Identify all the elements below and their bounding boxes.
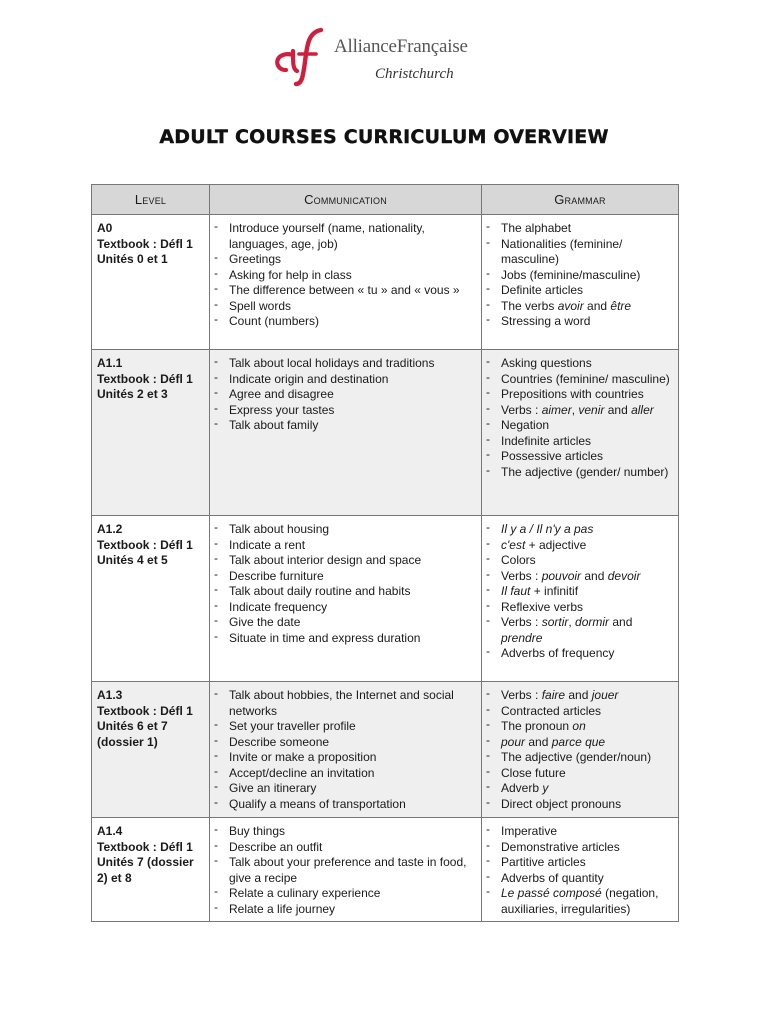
grammar-text: and — [609, 615, 633, 629]
communication-list — [210, 818, 481, 921]
grammar-text: The adjective (gender/ number) — [501, 464, 669, 479]
grammar-italic-term: jouer — [591, 688, 619, 702]
level-detail: Textbook : Défl 1 — [97, 703, 193, 718]
grammar-item — [482, 434, 672, 450]
grammar-item — [482, 719, 672, 735]
grammar-text: Adverbs of frequency — [501, 646, 615, 660]
communication-cell — [210, 516, 482, 682]
grammar-item — [482, 615, 672, 646]
grammar-text: Definite articles — [501, 283, 584, 297]
communication-item: - Set your traveller profile — [210, 719, 475, 735]
grammar-item — [482, 522, 672, 538]
page-title: ADULT COURSES CURRICULUM OVERVIEW — [159, 126, 609, 148]
grammar-text: Direct object pronouns — [501, 796, 622, 811]
table-row — [92, 818, 679, 922]
level-code: A0 — [97, 221, 113, 235]
communication-item: - Agree and disagree — [210, 387, 475, 403]
grammar-text: Nationalities (feminine/ masculine) — [501, 236, 623, 266]
grammar-text: Verbs : — [501, 615, 542, 629]
grammar-item — [482, 403, 672, 419]
grammar-italic-term: aller — [631, 402, 654, 417]
grammar-text: The adjective (gender/noun) — [501, 750, 652, 764]
level-detail: Unités 4 et 5 — [97, 553, 168, 567]
communication-item: - Give an itinerary — [210, 781, 475, 797]
communication-item: - Indicate origin and destination — [210, 372, 475, 388]
level-code: A1.3 — [97, 688, 123, 702]
grammar-italic-term: pour — [501, 734, 526, 749]
grammar-item — [482, 781, 672, 797]
communication-item: - Talk about local holidays and traditions — [210, 356, 475, 372]
communication-item: - Relate a life journey — [210, 902, 475, 918]
grammar-item — [482, 600, 672, 616]
grammar-item — [482, 538, 672, 554]
grammar-text: and — [565, 688, 592, 702]
logo-city-text: Christchurch — [375, 66, 454, 82]
grammar-text: The pronoun — [501, 719, 573, 733]
communication-item: - Introduce yourself (name, nationality, languages, age, job) — [210, 221, 475, 252]
grammar-item — [482, 314, 672, 330]
grammar-text: and — [604, 402, 632, 417]
grammar-cell — [482, 516, 679, 682]
grammar-text: and — [583, 298, 611, 313]
logo-name-text: AllianceFrançaise — [334, 36, 468, 57]
level-detail: Unités 7 (dossier — [97, 855, 194, 869]
grammar-item — [482, 704, 672, 720]
level-code: A1.4 — [97, 824, 123, 838]
grammar-text: The verbs — [501, 298, 558, 313]
grammar-item — [482, 283, 672, 299]
grammar-item — [482, 766, 672, 782]
table-row — [92, 215, 679, 350]
level-detail: (dossier 1) — [97, 734, 158, 749]
grammar-item — [482, 688, 672, 704]
grammar-text: , — [571, 402, 579, 417]
level-detail: Textbook : Défl 1 — [97, 839, 193, 854]
communication-item: - The difference between « tu » and « vous » — [210, 283, 475, 299]
grammar-text: + adjective — [525, 537, 587, 552]
grammar-item — [482, 268, 672, 284]
grammar-list — [482, 516, 678, 666]
communication-item: - Talk about your preference and taste in food, give a recipe — [210, 855, 475, 886]
grammar-italic-term: y — [542, 781, 549, 795]
grammar-italic-term: prendre — [501, 630, 543, 645]
af-logo-mark — [272, 24, 330, 90]
communication-item: - Buy things — [210, 824, 475, 840]
grammar-text: Negation — [501, 418, 550, 432]
communication-list — [210, 350, 481, 438]
grammar-text: Verbs : — [501, 568, 542, 583]
communication-item: - Describe furniture — [210, 569, 475, 585]
grammar-italic-term: pouvoir — [541, 568, 582, 583]
communication-item: - Talk about family — [210, 418, 475, 434]
grammar-italic-term: faire — [541, 688, 566, 702]
grammar-item — [482, 584, 672, 600]
grammar-text: Partitive articles — [501, 855, 586, 869]
grammar-text: Jobs (feminine/masculine) — [501, 267, 641, 282]
level-detail: Textbook : Défl 1 — [97, 371, 193, 386]
grammar-text: Adverb — [501, 781, 543, 795]
grammar-item — [482, 750, 672, 766]
grammar-item — [482, 221, 672, 237]
grammar-italic-term: on — [572, 719, 586, 733]
grammar-item — [482, 871, 672, 887]
grammar-italic-term: sortir — [541, 615, 569, 629]
table-row — [92, 682, 679, 818]
grammar-item — [482, 646, 672, 662]
level-cell — [92, 350, 210, 516]
grammar-text: Close future — [501, 765, 566, 780]
grammar-text: Possessive articles — [501, 449, 604, 463]
grammar-italic-term: devoir — [607, 568, 641, 583]
grammar-list — [482, 682, 678, 816]
grammar-italic-term: venir — [578, 402, 605, 417]
grammar-item — [482, 797, 672, 813]
communication-cell — [210, 350, 482, 516]
grammar-text: , — [568, 615, 576, 629]
communication-item: - Situate in time and express duration — [210, 631, 475, 647]
level-cell — [92, 215, 210, 350]
grammar-item — [482, 735, 672, 751]
grammar-text: Countries (feminine/ masculine) — [501, 371, 670, 386]
grammar-cell — [482, 215, 679, 350]
grammar-text: Indefinite articles — [501, 433, 592, 448]
communication-list — [210, 682, 481, 816]
grammar-item — [482, 356, 672, 372]
level-cell — [92, 818, 210, 922]
grammar-item — [482, 855, 672, 871]
column-header-level: Level — [92, 185, 210, 215]
communication-item: - Asking for help in class — [210, 268, 475, 284]
grammar-italic-term: Il faut — [501, 584, 531, 598]
grammar-item — [482, 569, 672, 585]
grammar-text: Prepositions with countries — [501, 387, 644, 401]
communication-item: - Indicate frequency — [210, 600, 475, 616]
table-row — [92, 516, 679, 682]
grammar-italic-term: Le passé composé — [501, 886, 602, 900]
grammar-italic-term: Il y a / Il n'y a pas — [501, 522, 594, 536]
grammar-italic-term: avoir — [557, 298, 584, 313]
communication-cell — [210, 682, 482, 818]
communication-item: - Talk about daily routine and habits — [210, 584, 475, 600]
grammar-italic-term: c'est — [501, 537, 526, 552]
level-detail: Unités 0 et 1 — [97, 252, 168, 266]
communication-item: - Describe someone — [210, 735, 475, 751]
grammar-text: Stressing a word — [501, 314, 591, 328]
grammar-list — [482, 818, 678, 921]
communication-item: - Indicate a rent — [210, 538, 475, 554]
grammar-text: The alphabet — [501, 221, 572, 235]
communication-item: - Describe an outfit — [210, 840, 475, 856]
grammar-item — [482, 465, 672, 481]
grammar-text: and — [581, 568, 608, 583]
level-detail: Textbook : Défl 1 — [97, 236, 193, 251]
grammar-list — [482, 215, 678, 334]
grammar-item — [482, 449, 672, 465]
level-detail: Unités 2 et 3 — [97, 387, 168, 401]
grammar-item — [482, 418, 672, 434]
grammar-text: Imperative — [501, 824, 558, 838]
communication-item: - Express your tastes — [210, 403, 475, 419]
communication-item: - Accept/decline an invitation — [210, 766, 475, 782]
grammar-text: Colors — [501, 553, 536, 567]
grammar-cell — [482, 818, 679, 922]
grammar-list — [482, 350, 678, 484]
communication-item: - Talk about housing — [210, 522, 475, 538]
level-code: A1.2 — [97, 522, 123, 536]
grammar-item — [482, 824, 672, 840]
grammar-item — [482, 372, 672, 388]
grammar-text: Asking questions — [501, 356, 592, 370]
grammar-text: and — [525, 734, 552, 749]
grammar-item — [482, 553, 672, 569]
grammar-text: Verbs : — [501, 402, 542, 417]
table-header-row — [92, 185, 679, 215]
grammar-italic-term: être — [610, 298, 632, 313]
communication-item: - Give the date — [210, 615, 475, 631]
grammar-item — [482, 387, 672, 403]
grammar-cell — [482, 350, 679, 516]
level-detail: 2) et 8 — [97, 870, 132, 885]
grammar-text: (negation, auxiliaries, irregularities) — [501, 886, 659, 916]
level-detail: Unités 6 et 7 — [97, 719, 168, 733]
level-code: A1.1 — [97, 356, 123, 370]
grammar-text: Demonstrative articles — [501, 839, 620, 854]
grammar-text: Reflexive verbs — [501, 599, 584, 614]
grammar-cell — [482, 682, 679, 818]
communication-item: - Invite or make a proposition — [210, 750, 475, 766]
grammar-item — [482, 237, 672, 268]
grammar-text: Adverbs of quantity — [501, 870, 604, 885]
table-row — [92, 350, 679, 516]
grammar-italic-term: parce que — [551, 734, 606, 749]
curriculum-table — [91, 184, 679, 922]
level-detail: Textbook : Défl 1 — [97, 537, 193, 552]
grammar-text: Verbs : — [501, 688, 542, 702]
level-cell — [92, 682, 210, 818]
communication-item: - Relate a culinary experience — [210, 886, 475, 902]
communication-item: - Spell words — [210, 299, 475, 315]
grammar-text: + infinitif — [530, 584, 579, 598]
communication-item: - Greetings — [210, 252, 475, 268]
communication-cell — [210, 818, 482, 922]
communication-list — [210, 516, 481, 650]
grammar-item — [482, 886, 672, 917]
communication-item: - Qualify a means of transportation — [210, 797, 475, 813]
alliance-francaise-logo — [272, 24, 512, 96]
grammar-item — [482, 840, 672, 856]
grammar-item — [482, 299, 672, 315]
grammar-text: Contracted articles — [501, 703, 602, 718]
communication-item: - Count (numbers) — [210, 314, 475, 330]
communication-item: - Talk about interior design and space — [210, 553, 475, 569]
grammar-italic-term: dormir — [575, 615, 610, 629]
communication-list — [210, 215, 481, 334]
communication-cell — [210, 215, 482, 350]
level-cell — [92, 516, 210, 682]
communication-item: - Talk about hobbies, the Internet and social networks — [210, 688, 475, 719]
column-header-communication: Communication — [210, 185, 482, 215]
grammar-italic-term: aimer — [541, 402, 572, 417]
column-header-grammar: Grammar — [482, 185, 679, 215]
